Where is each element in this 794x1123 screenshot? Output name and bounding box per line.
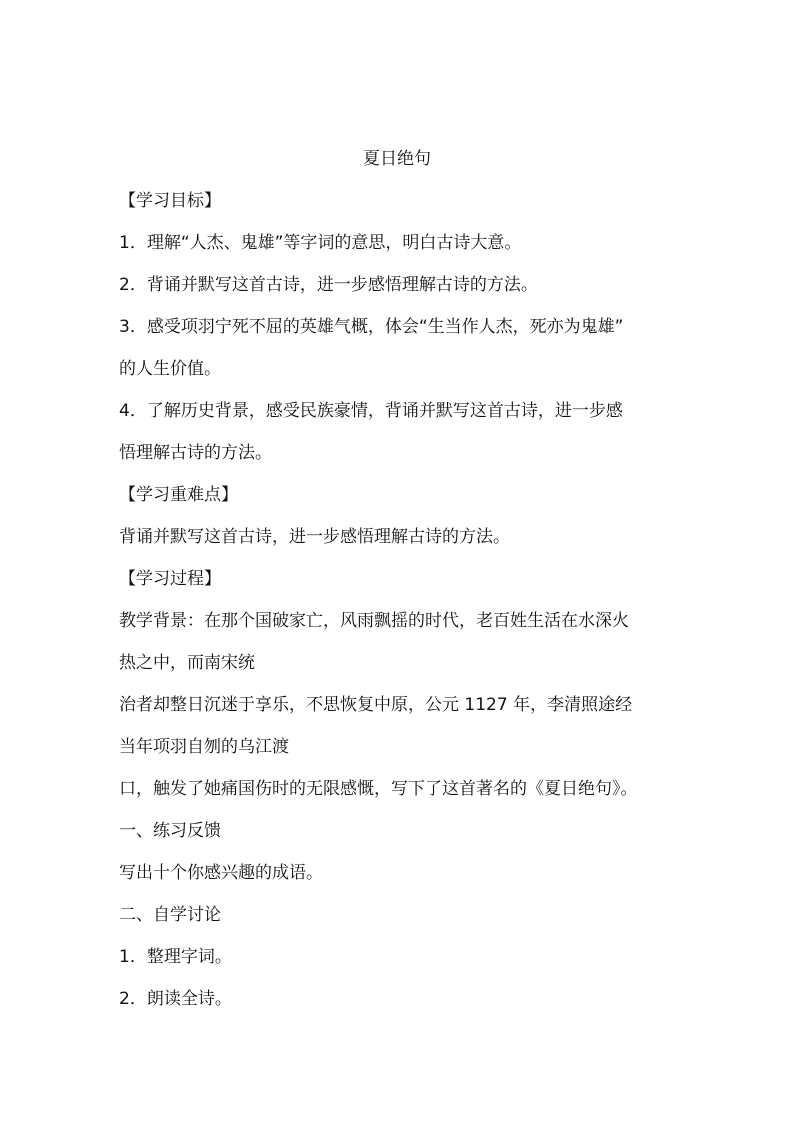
background-line-3: 治者却整日沉迷于享乐，不思恢复中原，公元 1127 年，李清照途经 [119, 695, 633, 715]
background-line-1: 教学背景：在那个国破家亡，风雨飘摇的时代，老百姓生活在水深火 [119, 611, 629, 631]
heading-learning-process: 【学习过程】 [119, 569, 221, 589]
background-line-5: 口，触发了她痛国伤时的无限感慨，写下了这首著名的《夏日绝句》。 [119, 779, 638, 799]
practice-task: 写出十个你感兴趣的成语。 [119, 863, 323, 883]
heading-key-difficulties: 【学习重难点】 [119, 485, 238, 505]
self-study-item-1: 1．整理字词。 [119, 947, 232, 967]
goal-item-2: 2．背诵并默写这首古诗，进一步感悟理解古诗的方法。 [119, 275, 538, 295]
background-line-2: 热之中，而南宋统 [119, 653, 255, 673]
section-practice-feedback: 一、练习反馈 [119, 821, 221, 841]
background-line-4: 当年项羽自刎的乌江渡 [119, 737, 289, 757]
self-study-item-2: 2．朗读全诗。 [119, 989, 232, 1009]
document-title: 夏日绝句 [363, 149, 431, 169]
goal-item-3: 3．感受项羽宁死不屈的英雄气概，体会“生当作人杰，死亦为鬼雄” [119, 317, 624, 337]
goal-item-4: 4．了解历史背景，感受民族豪情，背诵并默写这首古诗，进一步感 [119, 401, 623, 421]
goal-item-4-continued: 悟理解古诗的方法。 [119, 443, 272, 463]
heading-learning-goals: 【学习目标】 [119, 191, 221, 211]
goal-item-3-continued: 的人生价值。 [119, 359, 221, 379]
key-difficulties-text: 背诵并默写这首古诗，进一步感悟理解古诗的方法。 [119, 527, 510, 547]
section-self-study: 二、自学讨论 [119, 905, 221, 925]
goal-item-1: 1．理解“人杰、鬼雄”等字词的意思，明白古诗大意。 [119, 233, 522, 253]
